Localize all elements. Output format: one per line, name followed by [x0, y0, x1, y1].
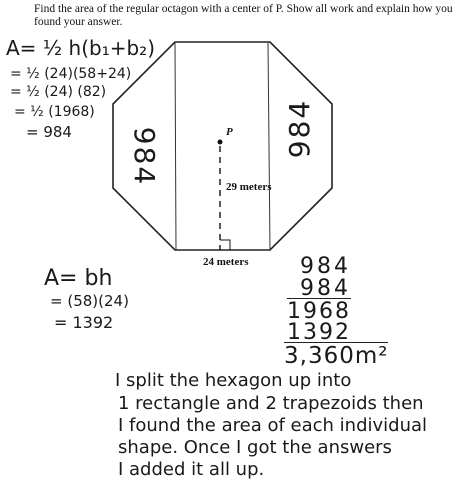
prompt-line-1: Find the area of the regular octagon with a center of P. Show all work and explain how you — [34, 3, 453, 15]
right-angle-mark — [220, 240, 230, 250]
right-trapezoid-area: 984 — [283, 98, 317, 159]
trapezoid-step-4: = 984 — [26, 123, 72, 141]
addition-total: 3,360m² — [284, 343, 389, 369]
trapezoid-step-3: = ½ (1968) — [14, 104, 95, 120]
rectangle-step-2: = 1392 — [54, 313, 114, 332]
center-label: P — [226, 126, 233, 138]
trapezoid-step-2: = ½ (24) (82) — [10, 84, 107, 100]
explanation-line-2: 1 rectangle and 2 trapezoids then — [118, 393, 424, 414]
addition-row-4: 1392 — [287, 320, 351, 345]
addition-row-3: 1968 — [287, 299, 351, 324]
side-length-label: 24 meters — [203, 256, 249, 268]
apothem-label: 29 meters — [226, 181, 272, 193]
explanation-line-5: I added it all up. — [118, 459, 265, 480]
addition-row-1: 984 — [300, 254, 351, 279]
left-trapezoid-area: 984 — [128, 126, 162, 187]
explanation-line-3: I found the area of each individual — [118, 415, 428, 436]
divider-left — [175, 42, 176, 250]
divider-right — [268, 42, 270, 250]
explanation-line-4: shape. Once I got the answers — [118, 437, 392, 458]
prompt-line-2: found your answer. — [34, 16, 123, 28]
trapezoid-formula: A= ½ h(b₁+b₂) — [6, 36, 156, 60]
trapezoid-step-1: = ½ (24)(58+24) — [10, 66, 132, 82]
rectangle-step-1: = (58)(24) — [50, 292, 129, 310]
explanation-line-1: I split the hexagon up into — [115, 370, 352, 391]
addition-row-2: 984 — [300, 276, 351, 301]
rectangle-formula: A= bh — [44, 266, 113, 291]
center-point — [218, 140, 223, 145]
